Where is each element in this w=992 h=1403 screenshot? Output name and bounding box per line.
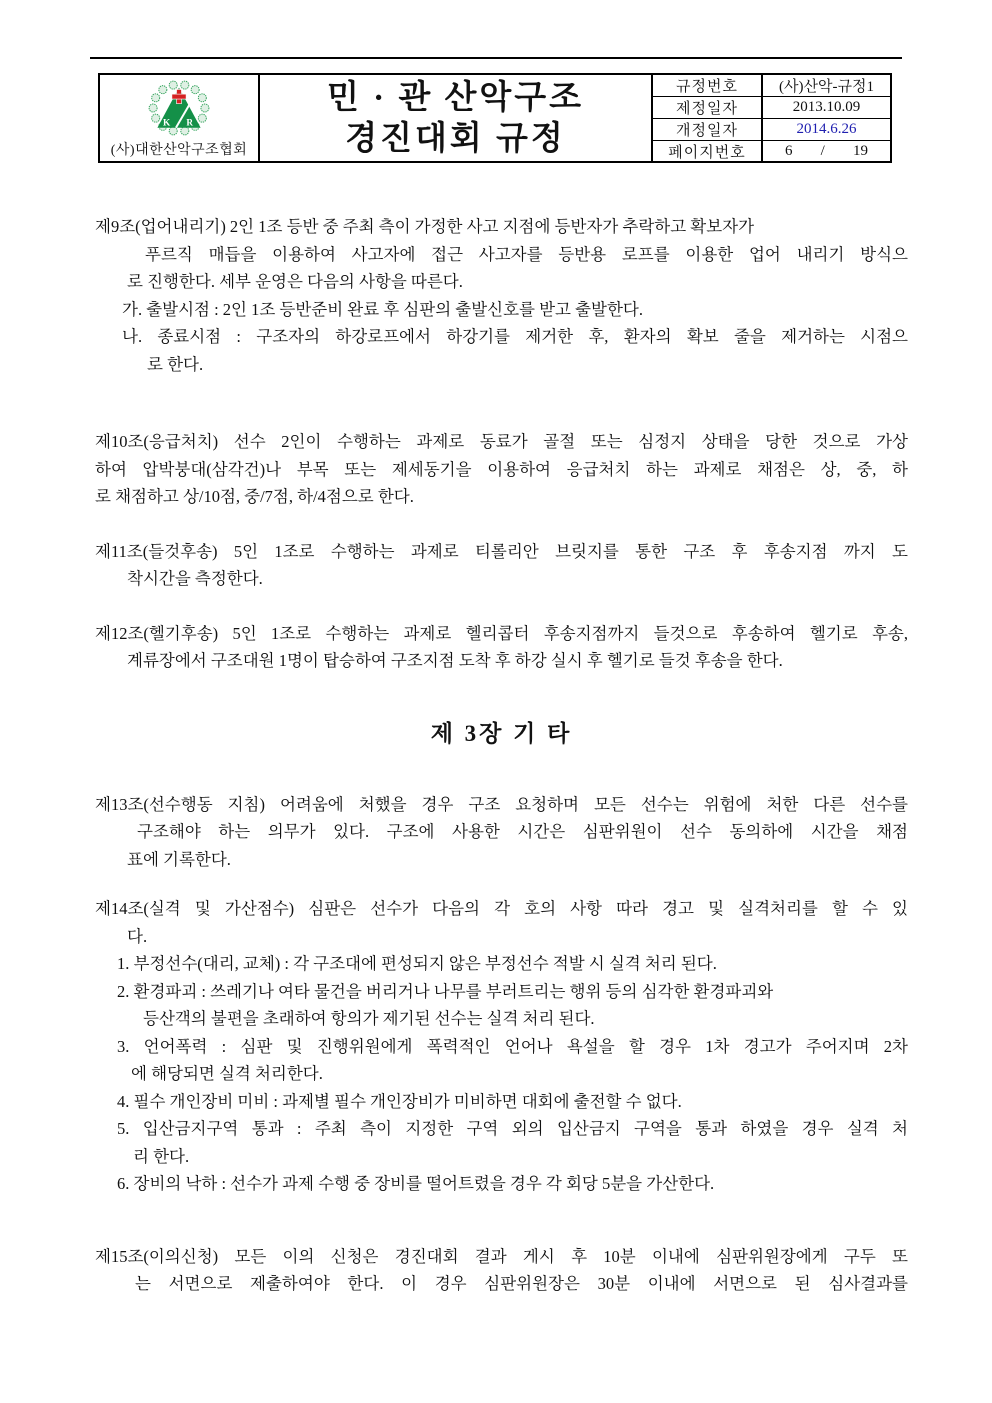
article-15: [95, 1243, 908, 1298]
text-line: 6. 장비의 낙하 : 선수가 과제 수행 중 장비를 떨어트렸을 경우 각 회당 5분을 가산한다.: [117, 1174, 715, 1193]
page-current: 6: [785, 143, 793, 159]
text-line: 는 서면으로 제출하여야 한다. 이 경우 심판위원장은 30분 이내에 서면으로 된 심사결과를: [135, 1274, 908, 1293]
text-line: 착시간을 측정한다.: [127, 569, 263, 588]
page-top-rule: [90, 57, 902, 59]
organization-name: (사)대한산악구조협회: [110, 143, 248, 158]
text-line: 다.: [127, 926, 148, 946]
article-13: [95, 791, 908, 874]
text-line: 로 한다.: [147, 354, 204, 374]
meta-value-page-number: [763, 141, 890, 162]
document-title-line2: 경진대회 규정: [345, 120, 566, 157]
meta-label-page-number: 페이지번호: [653, 141, 763, 162]
text-line: 계류장에서 구조대원 1명이 탑승하여 구조지점 도착 후 하강 실시 후 헬기로 들것 후송을 한다.: [127, 651, 783, 670]
meta-label-regulation-number: 규정번호: [653, 75, 763, 97]
text-line: 제12조(헬기후송) 5인 1조로 수행하는 과제로 헬리콥터 후송지점까지 들것으로 후송하여 헬기로 후송,: [95, 623, 908, 643]
page-separator: /: [820, 143, 825, 159]
text-line: 에 해당되면 실격 처리한다.: [131, 1064, 323, 1083]
meta-label-revision-date: 개정일자: [653, 119, 763, 141]
text-line: 나. 종료시점 : 구조자의 하강로프에서 하강기를 제거한 후, 환자의 확보 줄을 제거하는 시점으: [122, 327, 908, 346]
article-9: [95, 213, 908, 378]
text-line: 5. 입산금지구역 통과 : 주최 측이 지정한 구역 외의 입산금지 구역을 통과 하였을 경우 실격 처: [117, 1119, 908, 1138]
text-line: 제9조(업어내리기) 2인 1조 등반 중 주최 측이 가정한 사고 지점에 등반자가 추락하고 확보자가: [95, 217, 755, 236]
chapter-3-heading: 제 3장 기 타: [430, 720, 573, 746]
meta-label-enactment-date: 제정일자: [653, 97, 763, 119]
logo-cell: [100, 75, 260, 162]
meta-value-enactment-date: 2013.10.09: [763, 97, 890, 119]
meta-value-revision-date: 2014.6.26: [763, 119, 890, 141]
text-line: 로 채점하고 상/10점, 중/7점, 하/4점으로 한다.: [95, 487, 414, 506]
text-line: 제13조(선수행동 지침) 어려움에 처했을 경우 구조 요청하며 모든 선수는 위험에 처한 다른 선수를: [95, 794, 908, 814]
text-line: 구조해야 하는 의무가 있다. 구조에 사용한 시간은 심판위원이 선수 동의하에 시간을 채점: [137, 822, 908, 841]
text-line: 제11조(들것후송) 5인 1조로 수행하는 과제로 티롤리안 브릿지를 통한 구조 후 후송지점 까지 도: [95, 541, 908, 561]
svg-text:K: K: [162, 118, 171, 129]
document-body: [95, 163, 908, 1298]
document-title: [260, 75, 653, 162]
text-line: 등산객의 불편을 초래하여 항의가 제기된 선수는 실격 처리 된다.: [143, 1009, 595, 1028]
header-table: [98, 73, 892, 163]
text-line: 로 진행한다. 세부 운영은 다음의 사항을 따른다.: [127, 272, 463, 291]
svg-text:R: R: [186, 118, 194, 129]
page-total: 19: [852, 143, 868, 159]
text-line: 제10조(응급처치) 선수 2인이 수행하는 과제로 동료가 골절 또는 심정지 상태을 당한 것으로 가상: [95, 432, 908, 451]
text-line: 3. 언어폭력 : 심판 및 진행위원에게 폭력적인 언어나 욕설을 할 경우 1차 경고가 주어지며 2차: [117, 1036, 908, 1056]
text-line: 1. 부정선수(대리, 교체) : 각 구조대에 편성되지 않은 부정선수 적발 시 실격 처리 된다.: [117, 954, 717, 973]
text-line: 하여 압박붕대(삼각건)나 부목 또는 제세동기을 이용하여 응급처치 하는 과제로 채점은 상, 중, 하: [95, 459, 908, 479]
text-line: 2. 환경파괴 : 쓰레기나 여타 물건을 버리거나 나무를 부러트리는 행위 등의 심각한 환경파괴와: [117, 981, 774, 1001]
text-line: 제15조(이의신청) 모든 이의 신청은 경진대회 결과 게시 후 10분 이내에 심판위원장에게 구두 또: [95, 1246, 908, 1266]
article-10: [95, 428, 908, 511]
article-11: [95, 538, 908, 593]
text-line: 4. 필수 개인장비 미비 : 과제별 필수 개인장비가 미비하면 대회에 출전할 수 없다.: [117, 1091, 682, 1111]
article-14: [95, 895, 908, 1198]
text-line: 표에 기록한다.: [127, 849, 231, 869]
text-line: 가. 출발시점 : 2인 1조 등반준비 완료 후 심판의 출발신호를 받고 출발한다.: [122, 299, 644, 319]
text-line: 제14조(실격 및 가산점수) 심판은 선수가 다음의 각 호의 사항 따라 경고 및 실격처리를 할 수 있: [95, 899, 908, 918]
text-line: 리 한다.: [133, 1146, 190, 1166]
document-title-line1: 민 · 관 산악구조: [326, 79, 585, 116]
text-line: 푸르직 매듭을 이용하여 사고자에 접근 사고자를 등반용 로프를 이용한 업어 내리기 방식으: [145, 244, 908, 264]
article-12: [95, 620, 908, 675]
association-logo-icon: [148, 79, 210, 137]
meta-value-regulation-number: (사)산악-규정1: [763, 75, 890, 97]
